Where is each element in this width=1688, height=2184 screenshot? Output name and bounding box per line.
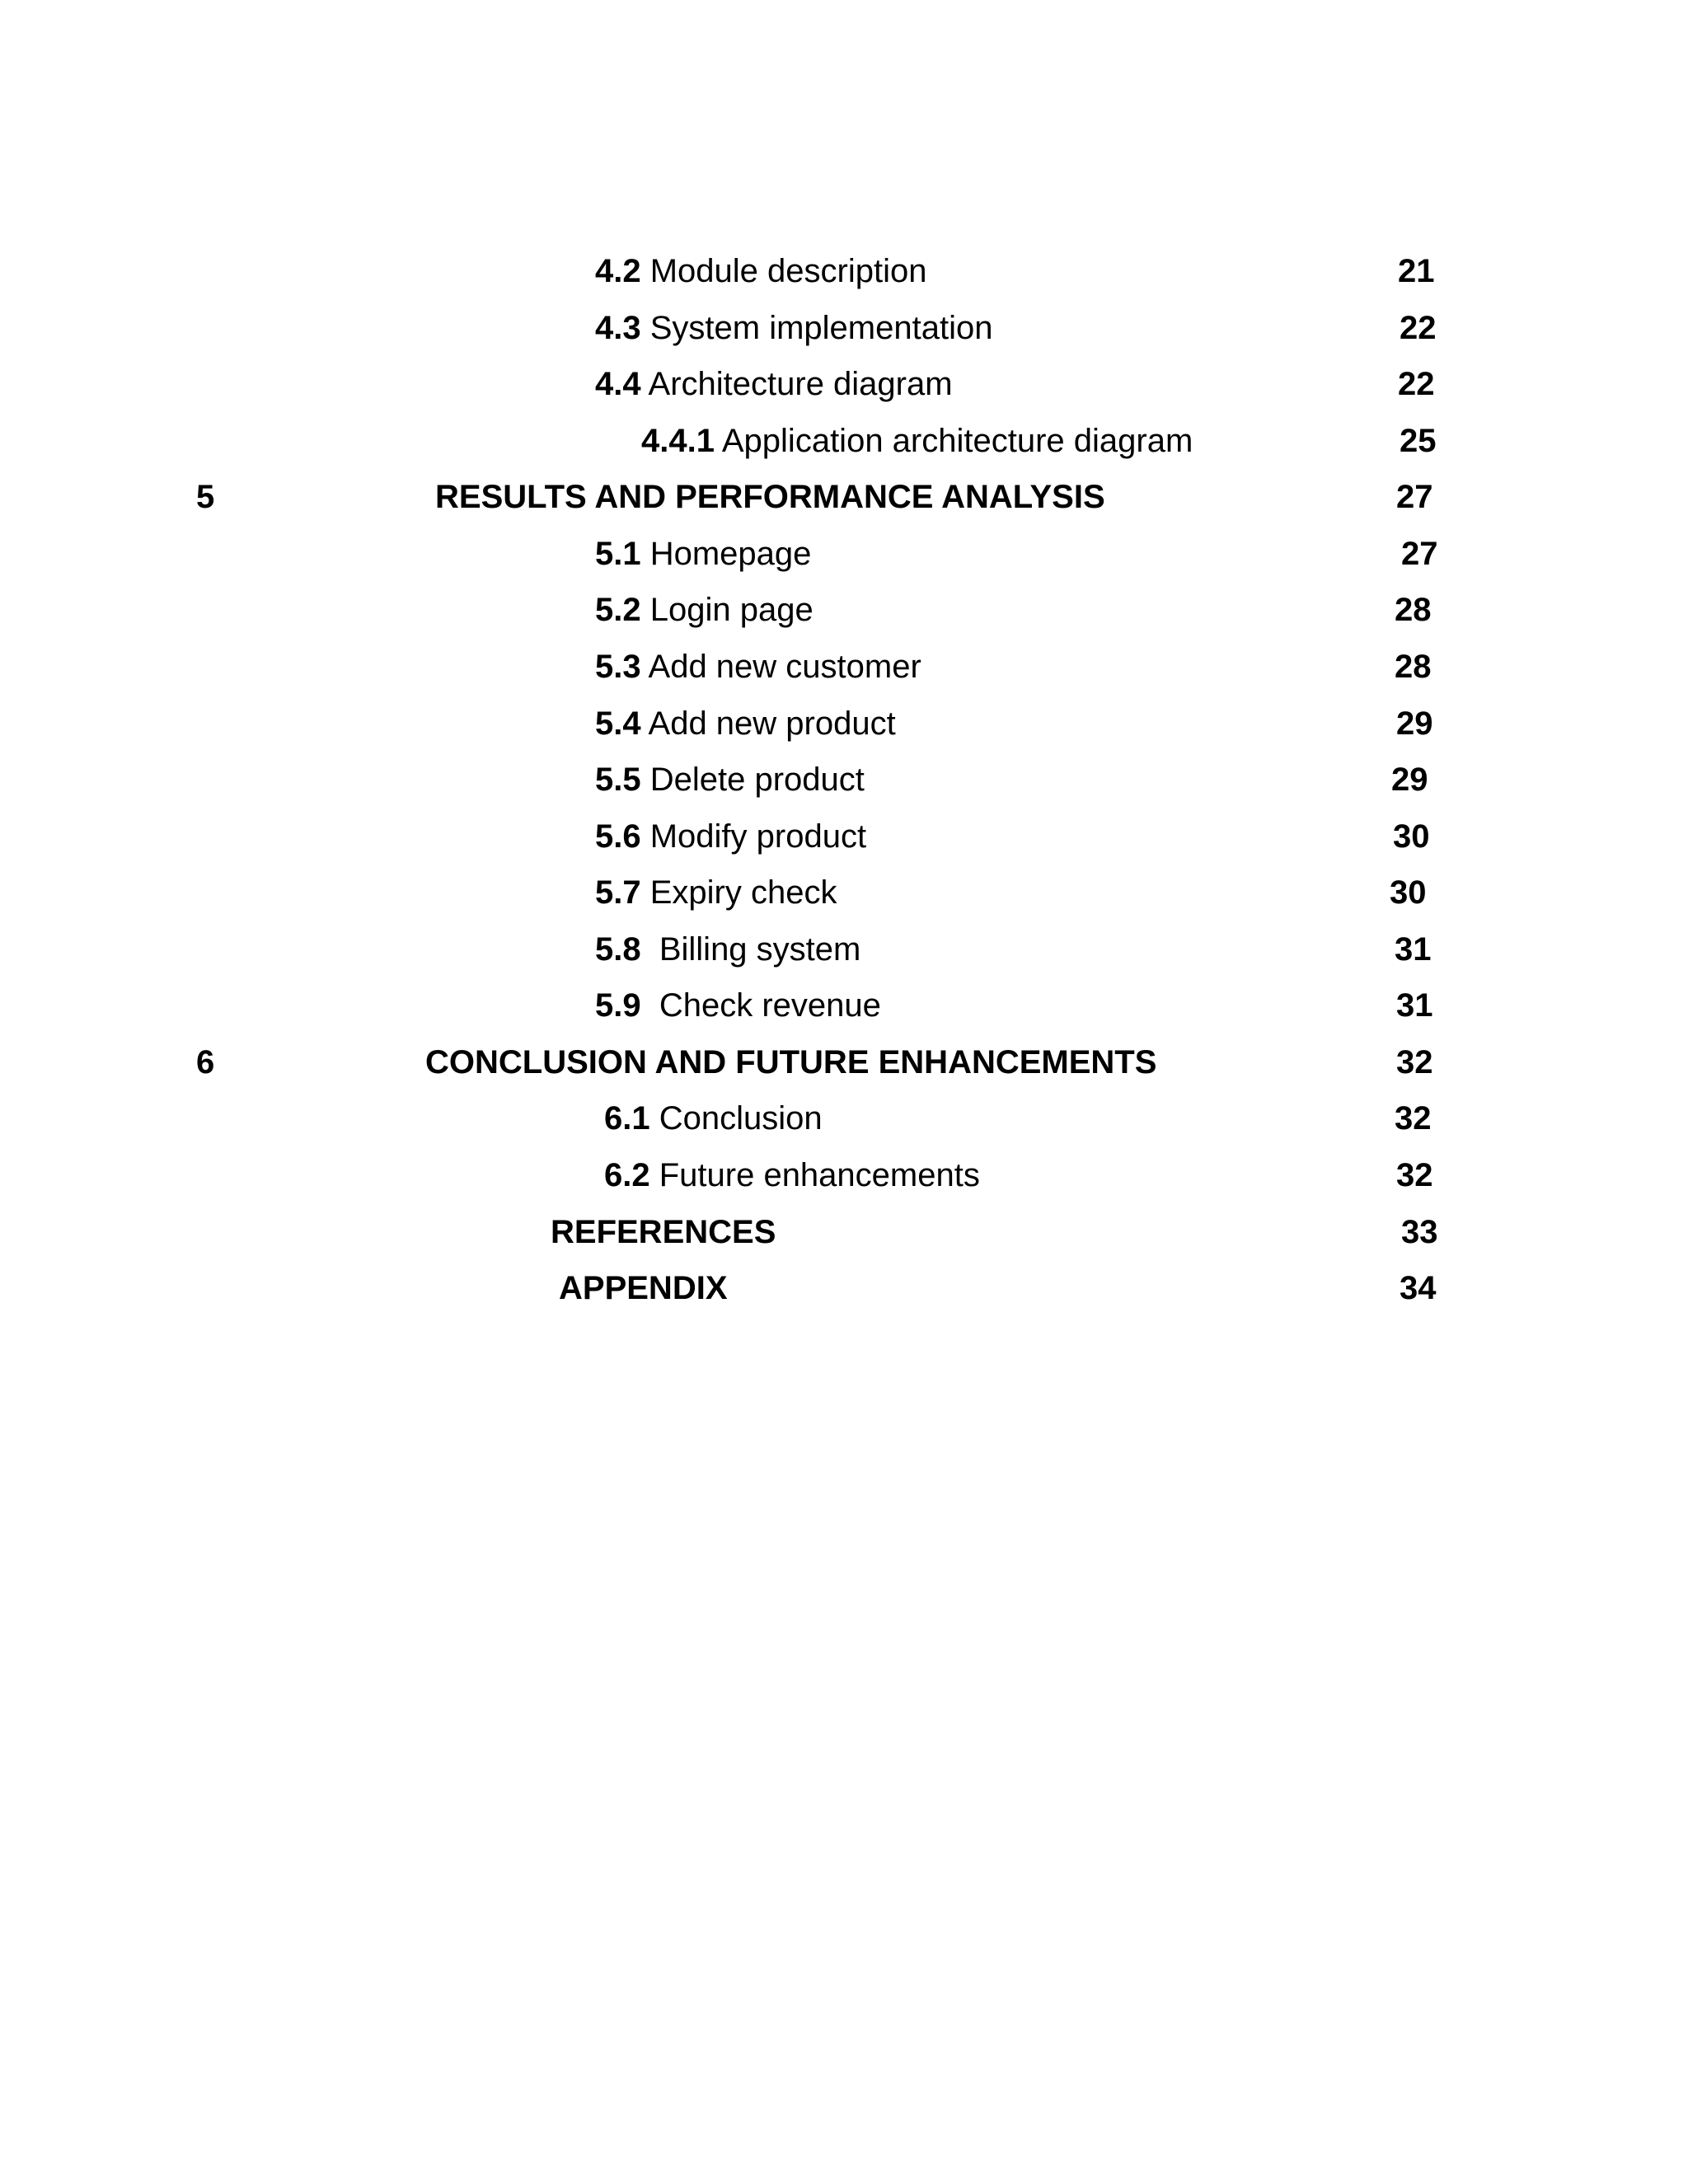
toc-entry-5-5 <box>0 755 1688 804</box>
toc-chapter-title: RESULTS AND PERFORMANCE ANALYSIS <box>435 479 1105 515</box>
toc-chapter-number: 5 <box>196 479 215 515</box>
toc-chapter-5 <box>0 472 1688 522</box>
toc-entry-page: 28 <box>1395 649 1432 685</box>
toc-entry-number: 5.7 <box>595 874 641 911</box>
toc-entry-page: 31 <box>1396 987 1433 1024</box>
toc-entry-page: 30 <box>1393 818 1430 855</box>
toc-entry-number: 6.2 <box>604 1157 650 1193</box>
toc-entry-4-3 <box>0 303 1688 353</box>
toc-entry-title: Billing system <box>640 931 861 968</box>
toc-entry-label <box>595 642 921 691</box>
toc-entry-number: 5.9 <box>595 987 641 1024</box>
toc-entry-page: 34 <box>1400 1270 1437 1306</box>
toc-entry-number: 5.8 <box>595 931 641 968</box>
toc-entry-number: 5.3 <box>595 649 641 685</box>
toc-entry-page: 30 <box>1390 874 1427 911</box>
toc-entry-page: 32 <box>1395 1100 1432 1137</box>
toc-entry-number: 5.4 <box>595 705 641 742</box>
toc-entry-label <box>595 812 866 861</box>
toc-entry-5-2 <box>0 585 1688 635</box>
toc-entry-number: 5.2 <box>595 592 641 628</box>
toc-entry-title: APPENDIX <box>559 1270 728 1306</box>
toc-entry-title: Delete product <box>640 762 865 798</box>
toc-entry-label <box>595 246 926 296</box>
toc-entry-page: 32 <box>1396 1044 1433 1080</box>
toc-entry-page: 28 <box>1395 592 1432 628</box>
toc-entry-number: 5.6 <box>595 818 641 855</box>
toc-entry-label <box>595 359 953 409</box>
toc-entry-label <box>595 303 992 353</box>
toc-entry-title: Add new customer <box>640 649 921 685</box>
toc-entry-number: 4.4 <box>595 366 641 402</box>
toc-entry-title: Modify product <box>640 818 867 855</box>
toc-entry-label <box>604 1094 823 1143</box>
toc-entry-page: 22 <box>1400 310 1437 346</box>
toc-entry-4-4-1 <box>0 416 1688 466</box>
toc-entry-title: Check revenue <box>640 987 881 1024</box>
toc-entry-number: 4.3 <box>595 310 641 346</box>
toc-entry-number: 6.1 <box>604 1100 650 1137</box>
toc-entry-6-2 <box>0 1151 1688 1200</box>
toc-entry-page: 22 <box>1398 366 1435 402</box>
toc-entry-5-4 <box>0 699 1688 748</box>
toc-entry-label <box>595 699 896 748</box>
toc-entry-label <box>595 529 811 579</box>
toc-entry-label <box>595 585 814 635</box>
toc-entry-title: Login page <box>640 592 814 628</box>
toc-entry-5-7 <box>0 868 1688 917</box>
toc-entry-5-1 <box>0 529 1688 579</box>
toc-entry-page: 27 <box>1396 479 1433 515</box>
toc-entry-label <box>595 925 860 974</box>
toc-chapter-number: 6 <box>196 1044 215 1080</box>
toc-entry-page: 29 <box>1391 762 1428 798</box>
toc-entry-title: Homepage <box>640 536 812 572</box>
toc-entry-page: 25 <box>1400 423 1437 459</box>
toc-entry-title: Application architecture diagram <box>714 423 1193 459</box>
toc-entry-4-2 <box>0 246 1688 296</box>
toc-entry-5-8 <box>0 925 1688 974</box>
toc-entry-5-3 <box>0 642 1688 691</box>
toc-entry-label <box>595 981 881 1030</box>
toc-entry-4-4 <box>0 359 1688 409</box>
toc-entry-title: Future enhancements <box>649 1157 980 1193</box>
toc-entry-label <box>604 1151 980 1200</box>
toc-entry-page: 21 <box>1398 253 1435 289</box>
toc-chapter-title: CONCLUSION AND FUTURE ENHANCEMENTS <box>425 1044 1157 1080</box>
toc-entry-references <box>0 1207 1688 1257</box>
toc-entry-label <box>595 755 865 804</box>
toc-entry-page: 31 <box>1395 931 1432 968</box>
toc-entry-title: Architecture diagram <box>640 366 953 402</box>
toc-entry-title: REFERENCES <box>551 1214 776 1250</box>
toc-entry-appendix <box>0 1263 1688 1313</box>
toc-entry-page: 33 <box>1401 1214 1438 1250</box>
toc-entry-page: 32 <box>1396 1157 1433 1193</box>
toc-entry-number: 5.1 <box>595 536 641 572</box>
toc-entry-number: 4.2 <box>595 253 641 289</box>
toc-entry-label <box>641 416 1193 466</box>
toc-entry-title: Module description <box>640 253 927 289</box>
toc-entry-6-1 <box>0 1094 1688 1143</box>
toc-entry-title: Add new product <box>640 705 896 742</box>
toc-entry-page: 29 <box>1396 705 1433 742</box>
toc-chapter-6 <box>0 1038 1688 1087</box>
toc-entry-title: Conclusion <box>649 1100 823 1137</box>
toc-entry-page: 27 <box>1401 536 1438 572</box>
toc-entry-label <box>595 868 837 917</box>
toc-entry-title: Expiry check <box>640 874 837 911</box>
toc-entry-title: System implementation <box>640 310 993 346</box>
toc-entry-number: 4.4.1 <box>641 423 715 459</box>
toc-entry-5-6 <box>0 812 1688 861</box>
toc-entry-5-9 <box>0 981 1688 1030</box>
toc-entry-number: 5.5 <box>595 762 641 798</box>
